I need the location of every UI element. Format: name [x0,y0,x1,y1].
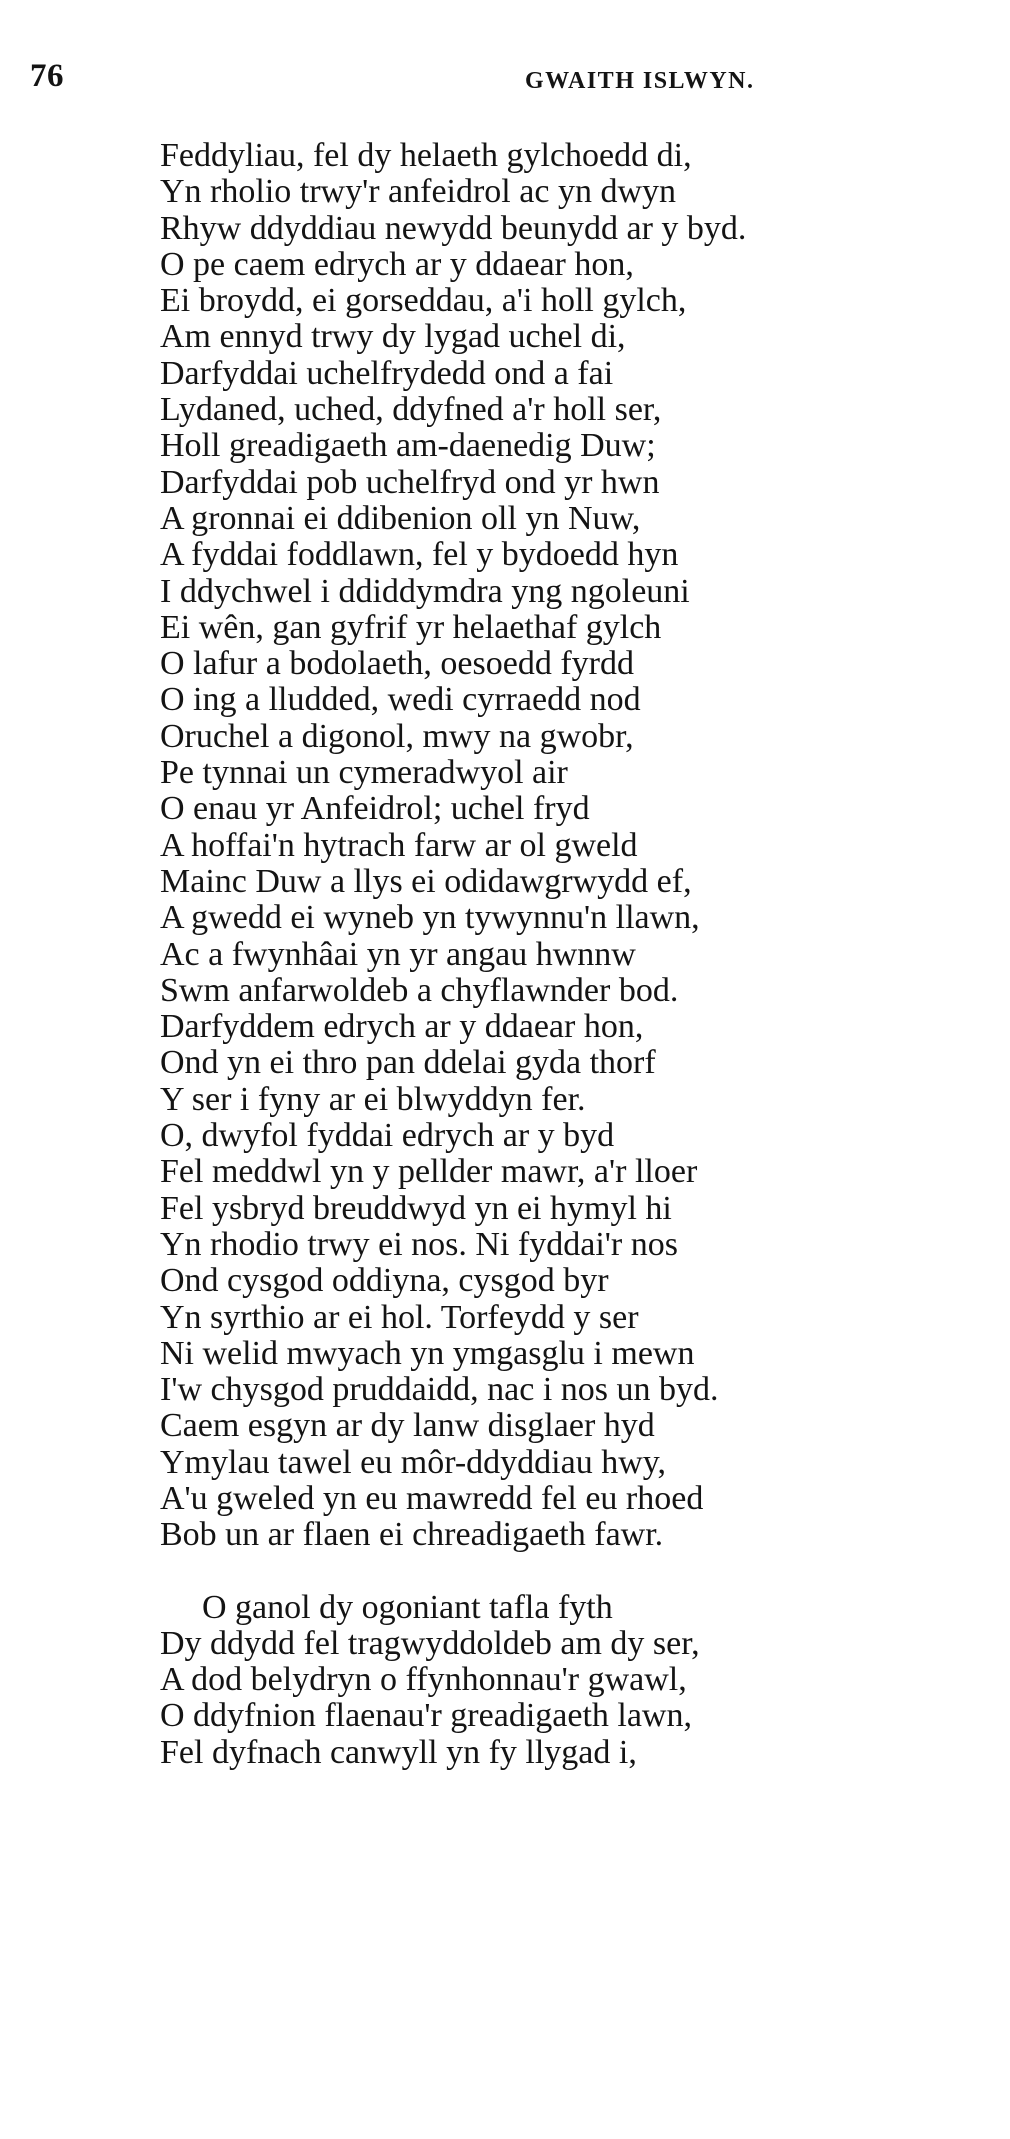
poem-line: Am ennyd trwy dy lygad uchel di, [160,318,626,356]
poem-line: A dod belydryn o ffynhonnau'r gwawl, [160,1661,687,1699]
stanza [160,138,1000,1554]
page-number: 76 [30,58,64,94]
poem-line: A hoffai'n hytrach farw ar ol gweld [160,826,638,864]
poem-line: I'w chysgod pruddaidd, nac i nos un byd. [160,1371,719,1409]
poem-line: Darfyddai pob uchelfryd ond yr hwn [160,463,660,501]
poem-line: Ond yn ei thro pan ddelai gyda thorf [160,1044,656,1082]
poem-line: Yn rholio trwy'r anfeidrol ac yn dwyn [160,173,676,211]
poem-line: Ond cysgod oddiyna, cysgod byr [160,1262,609,1300]
poem-line: Ei broydd, ei gorseddau, a'i holl gylch, [160,282,687,320]
poem-line: Yn syrthio ar ei hol. Torfeydd y ser [160,1298,639,1336]
poem-line: Feddyliau, fel dy helaeth gylchoedd di, [160,137,692,174]
poem-line: Y ser i fyny ar ei blwyddyn fer. [160,1080,586,1118]
poem-line: Yn rhodio trwy ei nos. Ni fyddai'r nos [160,1225,678,1263]
stanza [160,1590,1000,1771]
poem-line: A fyddai foddlawn, fel y bydoedd hyn [160,536,679,574]
poem-line: O lafur a bodolaeth, oesoedd fyrdd [160,645,634,683]
poem-line: Mainc Duw a llys ei odidawgrwydd ef, [160,862,692,900]
poem-line: Holl greadigaeth am-daenedig Duw; [160,427,656,465]
poem-line: Ac a fwynhâai yn yr angau hwnnw [160,935,636,973]
poem-line: O, dwyfol fyddai edrych ar y byd [160,1117,615,1155]
poem-line: Fel meddwl yn y pellder mawr, a'r lloer [160,1153,698,1191]
poem-line: Lydaned, uched, ddyfned a'r holl ser, [160,391,662,429]
poem-line: Ymylau tawel eu môr-ddyddiau hwy, [160,1443,667,1481]
poem-line: Rhyw ddyddiau newydd beunydd ar y byd. [160,209,747,247]
poem-line: O ing a lludded, wedi cyrraedd nod [160,681,641,719]
poem-line: A gronnai ei ddibenion oll yn Nuw, [160,499,641,537]
poem-line: A'u gweled yn eu mawredd fel eu rhoed [160,1479,704,1517]
poem-line: Swm anfarwoldeb a chyflawnder bod. [160,971,679,1009]
poem-line: A gwedd ei wyneb yn tywynnu'n llawn, [160,899,700,937]
poem-line: Oruchel a digonol, mwy na gwobr, [160,717,634,755]
poem-line: O ddyfnion flaenau'r greadigaeth lawn, [160,1697,692,1735]
page-header [30,58,980,98]
poem-line: I ddychwel i ddiddymdra yng ngoleuni [160,572,690,610]
poem-line: Darfyddem edrych ar y ddaear hon, [160,1008,644,1046]
poem-line: Dy ddydd fel tragwyddoldeb am dy ser, [160,1624,700,1662]
poem-line: Darfyddai uchelfrydedd ond a fai [160,354,614,392]
poem-line: Bob un ar flaen ei chreadigaeth fawr. [160,1516,664,1554]
poem-line: Fel dyfnach canwyll yn fy llygad i, [160,1733,637,1771]
poem-line: Ei wên, gan gyfrif yr helaethaf gylch [160,608,662,646]
poem-line: O ganol dy ogoniant tafla fyth [202,1588,613,1626]
poem-text [160,138,1000,1771]
poem-line: O enau yr Anfeidrol; uchel fryd [160,790,590,828]
running-title: GWAITH ISLWYN. [525,68,755,94]
poem-line: O pe caem edrych ar y ddaear hon, [160,245,634,283]
poem-line: Pe tynnai un cymeradwyol air [160,754,568,792]
poem-line: Fel ysbryd breuddwyd yn ei hymyl hi [160,1189,672,1227]
poem-line: Ni welid mwyach yn ymgasglu i mewn [160,1334,695,1372]
poem-line: Caem esgyn ar dy lanw disglaer hyd [160,1407,655,1445]
